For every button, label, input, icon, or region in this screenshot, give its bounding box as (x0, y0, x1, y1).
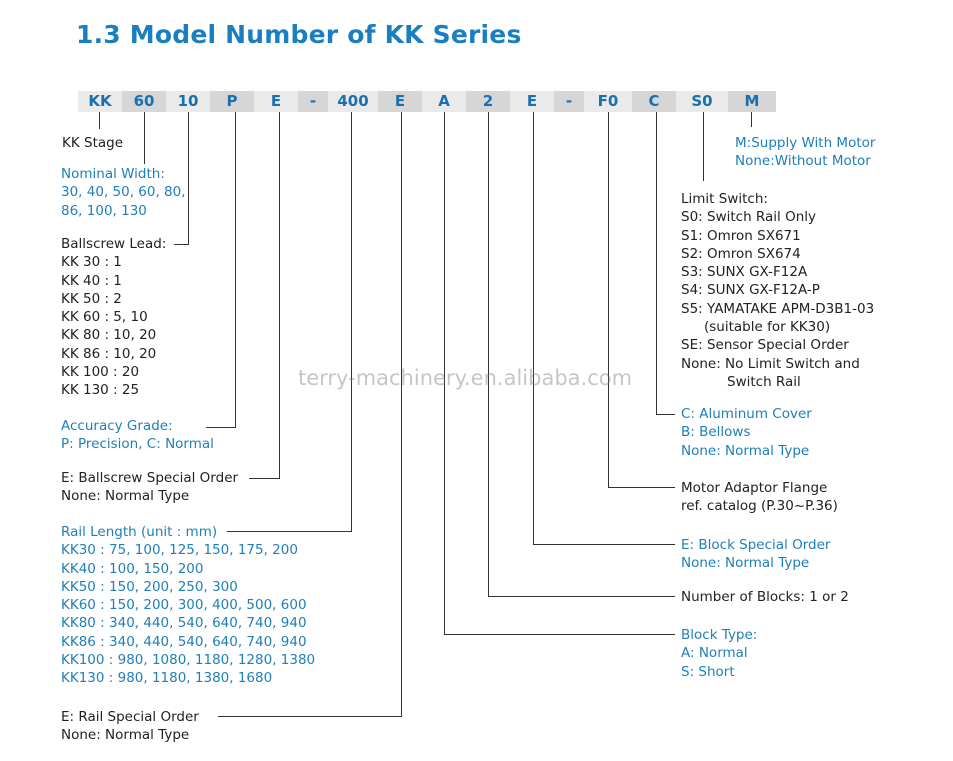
connector-accuracy (206, 112, 236, 428)
accuracy-grade-block: Accuracy Grade: P: Precision, C: Normal (61, 418, 214, 453)
code-segment-block-special: E (510, 91, 554, 112)
flange-block: Motor Adaptor Flange ref. catalog (P.30~P.36) (681, 480, 838, 515)
code-segment-num-blocks: 2 (466, 91, 510, 112)
ballscrew-lead-block: Ballscrew Lead: KK 30 : 1 KK 40 : 1 KK 50 : 2 KK 60 : 5, 10 KK 80 : 10, 20 KK 86 : 10, 20 KK 100 : 20 KK 130 : 25 (61, 236, 167, 399)
code-segment-limit-switch: S0 (676, 91, 728, 112)
watermark: terry-machinery.en.alibaba.com (298, 366, 633, 390)
connector-block-special (534, 112, 676, 545)
num-blocks-block: Number of Blocks: 1 or 2 (681, 589, 849, 605)
code-segment-block-type: A (422, 91, 466, 112)
code-segment-dash: - (554, 91, 584, 112)
code-segment-kk: KK (78, 91, 122, 112)
block-special-block: E: Block Special Order None: Normal Type (681, 537, 831, 572)
code-segment-rail-length: 400 (328, 91, 378, 112)
code-segment-ballscrew-special: E (254, 91, 298, 112)
rail-length-block: Rail Length (unit : mm) KK30 : 75, 100, 125, 150, 175, 200 KK40 : 100, 150, 200 KK50 : 150, 200, 250, 300 KK60 : 150, 200, 300, 400, 500, 600 KK80 : 340, 440, 540, 640, 740, 940 KK86 : 340, 440, 540, 640, 740, 940 KK100 : 980, 1080, 1180, 1280, 1380 KK130 : 980, 1180, 1380, 1680 (61, 524, 316, 687)
page-title: 1.3 Model Number of KK Series (76, 20, 522, 49)
connector-cover (657, 112, 676, 415)
code-segment-motor: M (728, 91, 776, 112)
code-segment-rail-special: E (378, 91, 422, 112)
code-segment-dash: - (298, 91, 328, 112)
code-segment-accuracy: P (210, 91, 254, 112)
block-type-block: Block Type: A: Normal S: Short (681, 627, 758, 680)
connector-rail-length (227, 112, 352, 532)
cover-block: C: Aluminum Cover B: Bellows None: Normal Type (681, 406, 812, 459)
rail-special-block: E: Rail Special Order None: Normal Type (61, 709, 199, 744)
limit-switch-block: Limit Switch: S0: Switch Rail Only S1: Omron SX671 S2: Omron SX674 S3: SUNX GX-F12A S4: SUNX GX-F12A-P S5: YAMATAKE APM-D3B1-03 (suitable for KK30) SE: Sensor Special Order None: No Limit Switch and Switch Rail (681, 191, 875, 390)
code-segment-flange: F0 (584, 91, 632, 112)
motor-block: M:Supply With Motor None:Without Motor (735, 135, 876, 170)
nominal-width-block: Nominal Width: 30, 40, 50, 60, 80, 86, 100, 130 (61, 166, 186, 219)
code-segment-lead: 10 (166, 91, 210, 112)
connector-num-blocks (489, 112, 676, 597)
ballscrew-special-block: E: Ballscrew Special Order None: Normal Type (61, 470, 239, 505)
code-segment-width: 60 (122, 91, 166, 112)
connector-ballscrew-special (249, 112, 280, 479)
code-segment-cover: C (632, 91, 676, 112)
connector-flange (609, 112, 676, 488)
kk-stage-label: KK Stage (62, 135, 124, 151)
